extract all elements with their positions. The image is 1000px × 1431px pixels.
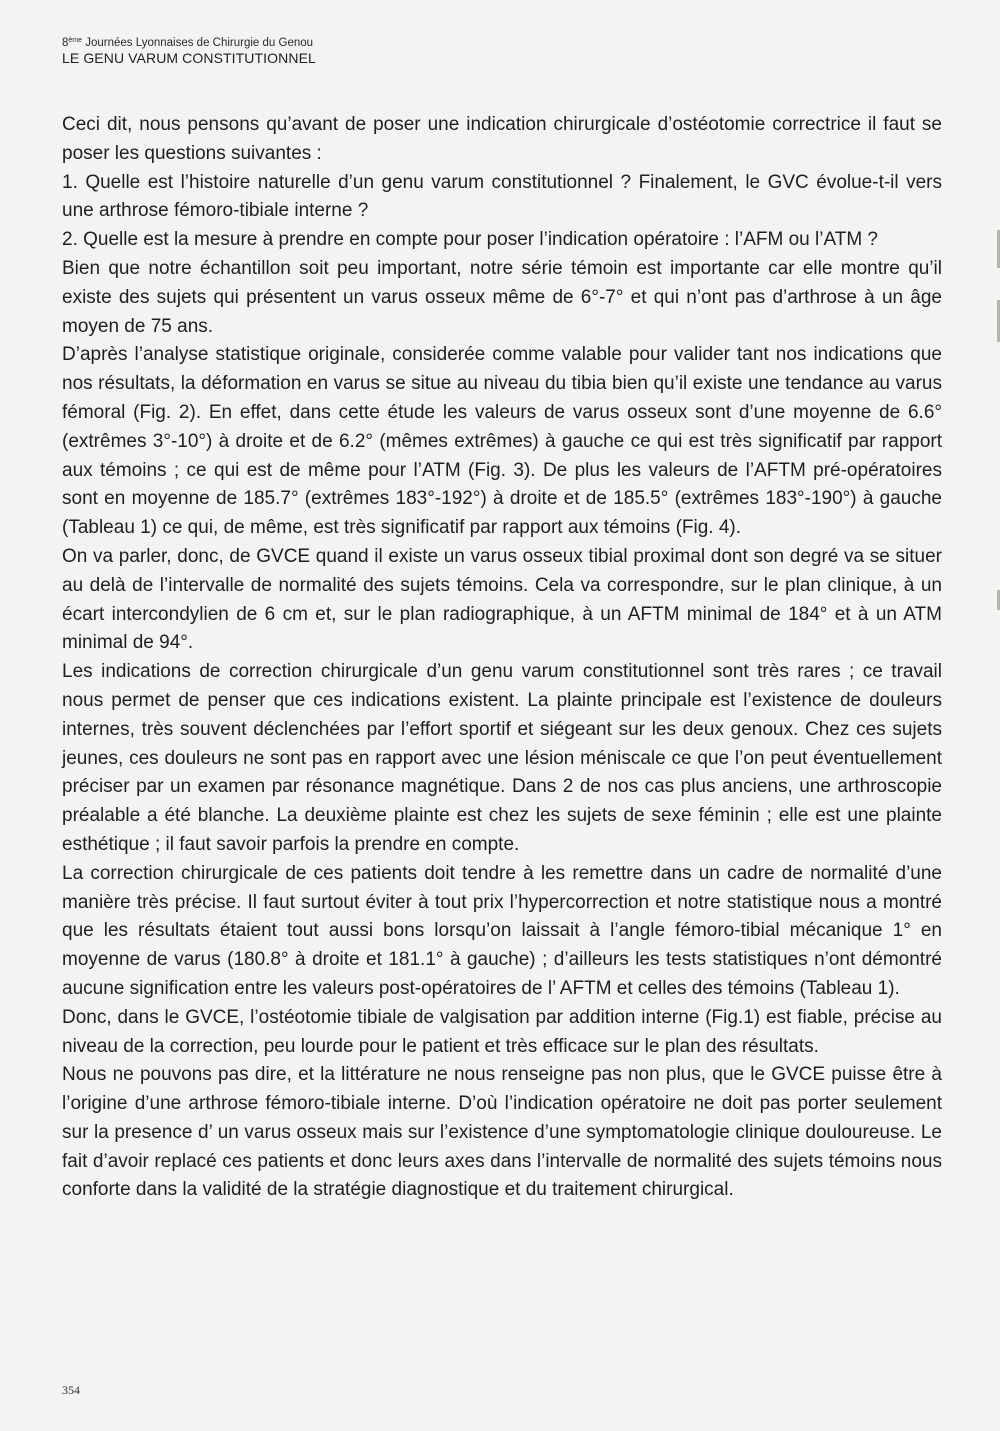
conference-title: [62, 36, 662, 50]
paragraph-sample: Bien que notre échantillon soit peu important, notre série témoin est importante car elle montre qu’il existe des sujets qui présentent un varus osseux même de 6°-7° et qui n’ont pas d’arthrose à un âge moyen de 75 ans.: [62, 257, 942, 337]
body-text: [62, 111, 942, 1205]
chapter-title: LE GENU VARUM CONSTITUTIONNEL: [62, 50, 316, 66]
conference-name: Journées Lyonnaises de Chirurgie du Genou: [82, 37, 314, 49]
running-header: [62, 36, 662, 67]
paragraph-intro: Ceci dit, nous pensons qu’avant de poser une indication chirurgicale d’ostéotomie correctrice il faut se poser les questions suivantes :: [62, 114, 942, 164]
paragraph-gvce-definition: On va parler, donc, de GVCE quand il existe un varus osseux tibial proximal dont son degré va se situer au delà de l’intervalle de normalité des sujets témoins. Cela va correspondre, sur le plan clinique, à un écart intercondylien de 6 cm et, sur le plan radiographique, à un AFTM minimal de 184° et à un ATM minimal de 94°.: [62, 545, 942, 654]
paragraph-question-1: 1. Quelle est l’histoire naturelle d’un genu varum constitutionnel ? Finalement, le GVC évolue-t-il vers une arthrose fémoro-tibiale interne ?: [62, 171, 942, 222]
paragraph-question-2: 2. Quelle est la mesure à prendre en compte pour poser l’indication opératoire : l’AFM ou l’ATM ?: [62, 229, 878, 251]
paragraph-conclusion: Nous ne pouvons pas dire, et la littérature ne nous renseigne pas non plus, que le GVCE puisse être à l’origine d’une arthrose fémoro-tibiale interne. D’où l’indication opératoire ne doit pas porter seulement sur la presence d’ un varus osseux mais sur l’existence d’une symptomatologie clinique douloureuse. Le fait d’avoir replacé ces patients et donc leurs axes dans l’intervalle de normalité des sujets témoins nous conforte dans la validité de la stratégie diagnostique et du traitement chirurgical.: [62, 1064, 942, 1201]
paragraph-indications: Les indications de correction chirurgicale d’un genu varum constitutionnel sont très rares ; ce travail nous permet de penser que ces indications existent. La plainte principale est l’existence de douleurs internes, très souvent déclenchées par l’effort sportif et siégeant sur les deux genoux. Chez ces sujets jeunes, ces douleurs ne sont pas en rapport avec une lésion méniscale ce que l’on peut éventuellement préciser par un examen par résonance magnétique. Dans 2 de nos cas plus anciens, une arthroscopie préalable a été blanche. La deuxième plainte est chez les sujets de sexe féminin ; elle est une plainte esthétique ; il faut savoir parfois la prendre en compte.: [62, 661, 942, 855]
paragraph-correction: La correction chirurgicale de ces patients doit tendre à les remettre dans un cadre de normalité d’une manière très précise. Il faut surtout éviter à tout prix l’hypercorrection et notre statistique nous a montré que les résultats étaient tout aussi bons lorsqu’on laissait à l’angle fémoro-tibial mécanique 1° en moyenne de varus (180.8° à droite et 181.1° à gauche) ; d’ailleurs les tests statistiques n’ont démontré aucune signification entre les valeurs post-opératoires de l’ AFTM et celles des témoins (Tableau 1).: [62, 862, 942, 999]
series-suffix: ème: [68, 37, 83, 44]
page-number: 354: [62, 1383, 80, 1397]
paragraph-osteotomy: Donc, dans le GVCE, l’ostéotomie tibiale de valgisation par addition interne (Fig.1) est fiable, précise au niveau de la correction, peu lourde pour le patient et très efficace sur le plan des résultats.: [62, 1006, 942, 1057]
series-number: 8: [62, 37, 69, 49]
paragraph-statistics: D’après l’analyse statistique originale, considerée comme valable pour valider tant nos indications que nos résultats, la déformation en varus se situe au niveau du tibia bien qu’il existe une tendance au varus fémoral (Fig. 2). En effet, dans cette étude les valeurs de varus osseux sont d’une moyenne de 6.6° (extrêmes 3°-10°) à droite et de 6.2° (mêmes extrêmes) à gauche ce qui est très significatif par rapport aux témoins ; ce qui est de même pour l’ATM (Fig. 3). De plus les valeurs de l’AFTM pré-opératoires sont en moyenne de 185.7° (extrêmes 183°-192°) à droite et de 185.5° (extrêmes 183°-190°) à gauche (Tableau 1) ce qui, de même, est très significatif par rapport aux témoins (Fig. 4).: [62, 344, 942, 539]
